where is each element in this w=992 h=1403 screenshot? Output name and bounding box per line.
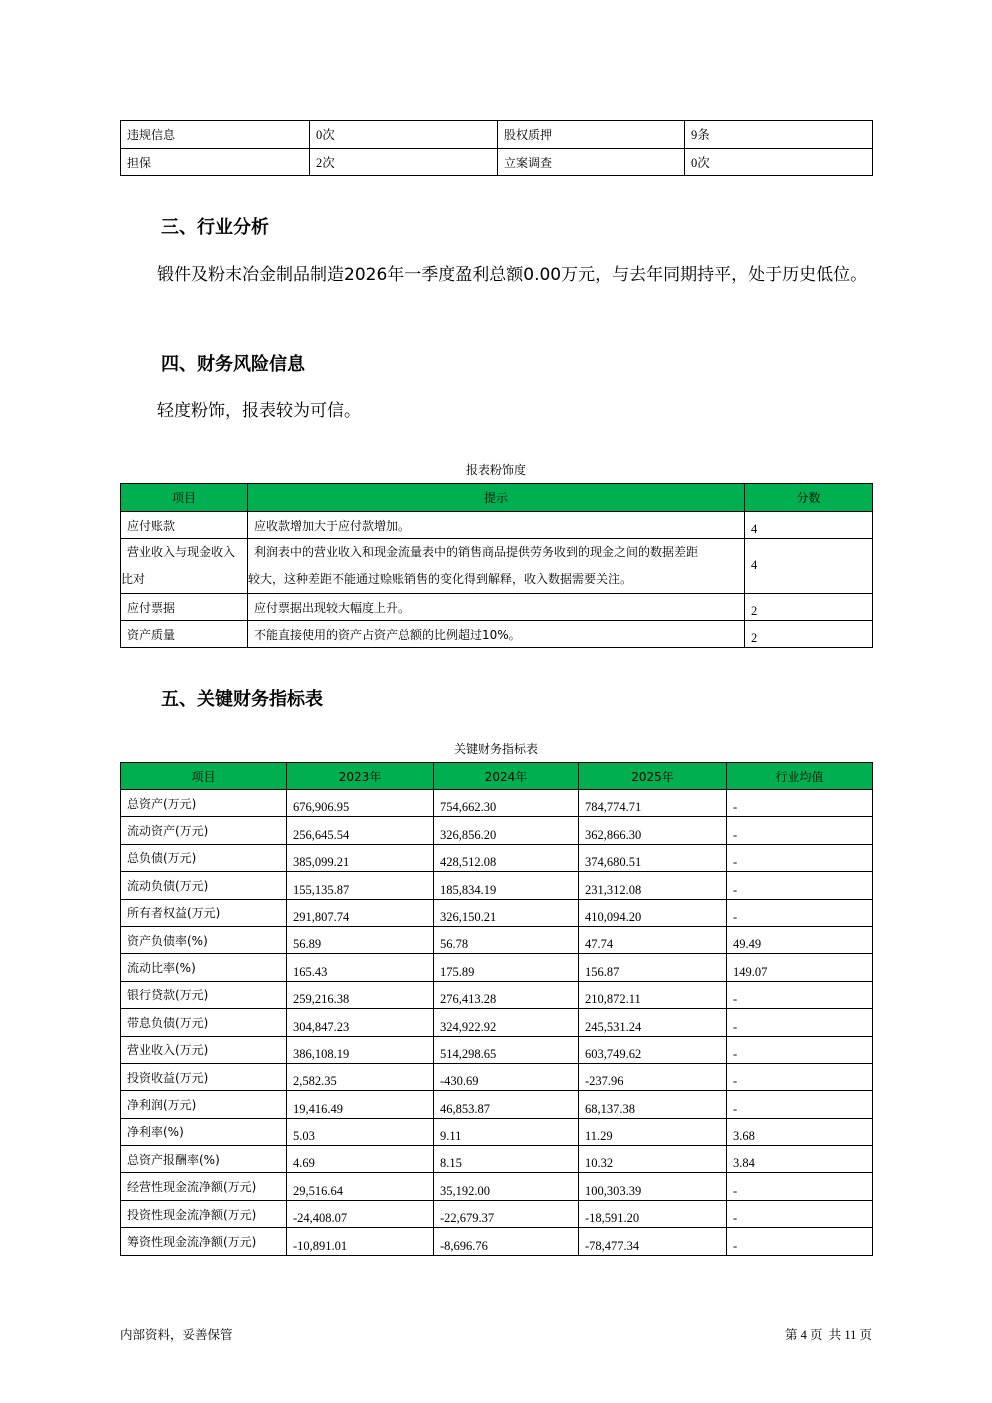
column-header: 提示 <box>248 484 745 512</box>
indicator-value: -18,591.20 <box>579 1200 727 1227</box>
risk-item: 资产质量 <box>121 621 248 648</box>
table-cell: 9条 <box>685 121 873 149</box>
indicator-value: 165.43 <box>287 954 434 981</box>
indicator-value: - <box>727 1200 873 1227</box>
indicator-value: 100,303.39 <box>579 1173 727 1200</box>
risk-table <box>120 483 873 648</box>
indicator-value: 304,847.23 <box>287 1009 434 1036</box>
table-row <box>121 539 873 594</box>
indicator-value: -8,696.76 <box>434 1228 579 1255</box>
indicator-value: - <box>727 981 873 1008</box>
indicator-value: 603,749.62 <box>579 1036 727 1063</box>
indicator-name: 流动负债(万元) <box>121 872 287 899</box>
risk-hint-line: 较大，这种差距不能通过赊账销售的变化得到解释，收入数据需要关注。 <box>248 572 633 586</box>
risk-score: 4 <box>745 539 873 594</box>
table-row <box>121 594 873 621</box>
table-row <box>121 512 873 539</box>
section-heading-risk: 四、财务风险信息 <box>161 354 305 375</box>
table-cell: 立案调查 <box>498 149 685 176</box>
footer-note: 内部资料，妥善保管 <box>120 1327 233 1342</box>
indicator-value: 259,216.38 <box>287 981 434 1008</box>
table-row <box>121 790 873 817</box>
indicator-name: 银行贷款(万元) <box>121 981 287 1008</box>
risk-item: 应付票据 <box>121 594 248 621</box>
indicator-value: 210,872.11 <box>579 981 727 1008</box>
indicator-value: 35,192.00 <box>434 1173 579 1200</box>
indicator-value: 56.78 <box>434 926 579 953</box>
indicator-value: 175.89 <box>434 954 579 981</box>
indicator-value: 326,856.20 <box>434 817 579 844</box>
indicator-value: 19,416.49 <box>287 1091 434 1118</box>
industry-analysis-text: 锻件及粉末冶金制品制造2026年一季度盈利总额0.00万元，与去年同期持平，处于历史低位。 <box>157 265 868 285</box>
indicator-value: 3.68 <box>727 1118 873 1145</box>
table-row <box>121 1200 873 1227</box>
indicator-name: 总资产(万元) <box>121 790 287 817</box>
indicator-name: 投资收益(万元) <box>121 1063 287 1090</box>
indicator-value: - <box>727 1228 873 1255</box>
indicator-value: 754,662.30 <box>434 790 579 817</box>
indicator-value: 326,150.21 <box>434 899 579 926</box>
table-row <box>121 149 873 176</box>
indicator-value: 156.87 <box>579 954 727 981</box>
risk-item <box>121 539 248 594</box>
indicator-value: 11.29 <box>579 1118 727 1145</box>
column-header: 分数 <box>745 484 873 512</box>
financial-indicators-table <box>120 762 873 1256</box>
table-row <box>121 872 873 899</box>
indicator-value: - <box>727 872 873 899</box>
indicator-name: 净利润(万元) <box>121 1091 287 1118</box>
risk-item-line: 营业收入与现金收入 <box>127 545 236 559</box>
indicator-value: 149.07 <box>727 954 873 981</box>
risk-hint: 应付票据出现较大幅度上升。 <box>248 594 745 621</box>
risk-table-caption: 报表粉饰度 <box>465 463 526 477</box>
column-header: 2025年 <box>579 763 727 790</box>
indicator-value: -22,679.37 <box>434 1200 579 1227</box>
column-header: 2024年 <box>434 763 579 790</box>
table-row <box>121 1091 873 1118</box>
indicator-value: 231,312.08 <box>579 872 727 899</box>
indicator-name: 总负债(万元) <box>121 844 287 871</box>
indicator-value: 68,137.38 <box>579 1091 727 1118</box>
table-row <box>121 1146 873 1173</box>
indicator-name: 所有者权益(万元) <box>121 899 287 926</box>
indicator-name: 投资性现金流净额(万元) <box>121 1200 287 1227</box>
indicator-value: 46,853.87 <box>434 1091 579 1118</box>
indicator-value: - <box>727 1091 873 1118</box>
indicator-name: 资产负债率(%) <box>121 926 287 953</box>
financial-table-caption: 关键财务指标表 <box>453 742 538 756</box>
indicator-value: - <box>727 1009 873 1036</box>
indicator-value: 324,922.92 <box>434 1009 579 1036</box>
indicator-value: - <box>727 1173 873 1200</box>
indicator-value: 8.15 <box>434 1146 579 1173</box>
risk-hint: 应收款增加大于应付款增加。 <box>248 512 745 539</box>
risk-hint: 不能直接使用的资产占资产总额的比例超过10%。 <box>248 621 745 648</box>
risk-item-line: 比对 <box>121 572 146 586</box>
indicator-value: -237.96 <box>579 1063 727 1090</box>
indicator-name: 流动资产(万元) <box>121 817 287 844</box>
indicator-name: 筹资性现金流净额(万元) <box>121 1228 287 1255</box>
indicator-value: 9.11 <box>434 1118 579 1145</box>
table-cell: 0次 <box>310 121 498 149</box>
indicator-value: 3.84 <box>727 1146 873 1173</box>
indicator-value: 245,531.24 <box>579 1009 727 1036</box>
indicator-value: 256,645.54 <box>287 817 434 844</box>
indicator-value: 385,099.21 <box>287 844 434 871</box>
table-row <box>121 844 873 871</box>
indicator-name: 流动比率(%) <box>121 954 287 981</box>
indicator-value: -430.69 <box>434 1063 579 1090</box>
risk-item: 应付账款 <box>121 512 248 539</box>
risk-hint <box>248 539 745 594</box>
risk-hint-line: 利润表中的营业收入和现金流量表中的销售商品提供劳务收到的现金之间的数据差距 <box>254 545 699 559</box>
table-row <box>121 1118 873 1145</box>
page-number: 第 4 页 共 11 页 <box>784 1328 872 1342</box>
table-row <box>121 817 873 844</box>
indicator-value: - <box>727 790 873 817</box>
indicator-value: - <box>727 817 873 844</box>
indicator-value: - <box>727 899 873 926</box>
indicator-value: 276,413.28 <box>434 981 579 1008</box>
indicator-value: 291,807.74 <box>287 899 434 926</box>
top-info-table <box>120 120 873 176</box>
table-row <box>121 1036 873 1063</box>
table-row <box>121 926 873 953</box>
section-heading-financials: 五、关键财务指标表 <box>161 689 323 710</box>
indicator-name: 净利率(%) <box>121 1118 287 1145</box>
indicator-name: 总资产报酬率(%) <box>121 1146 287 1173</box>
indicator-value: 4.69 <box>287 1146 434 1173</box>
indicator-value: 676,906.95 <box>287 790 434 817</box>
risk-summary-text: 轻度粉饰，报表较为可信。 <box>157 401 361 421</box>
table-cell: 担保 <box>121 149 310 176</box>
indicator-value: 514,298.65 <box>434 1036 579 1063</box>
indicator-value: - <box>727 844 873 871</box>
indicator-value: 374,680.51 <box>579 844 727 871</box>
indicator-name: 营业收入(万元) <box>121 1036 287 1063</box>
indicator-value: - <box>727 1063 873 1090</box>
risk-score: 4 <box>745 512 873 539</box>
indicator-value: 386,108.19 <box>287 1036 434 1063</box>
table-row <box>121 899 873 926</box>
risk-score: 2 <box>745 594 873 621</box>
table-row <box>121 121 873 149</box>
table-cell: 股权质押 <box>498 121 685 149</box>
indicator-value: -10,891.01 <box>287 1228 434 1255</box>
indicator-value: 185,834.19 <box>434 872 579 899</box>
indicator-value: 29,516.64 <box>287 1173 434 1200</box>
table-row <box>121 954 873 981</box>
indicator-value: 5.03 <box>287 1118 434 1145</box>
table-cell: 2次 <box>310 149 498 176</box>
indicator-value: -24,408.07 <box>287 1200 434 1227</box>
indicator-value: - <box>727 1036 873 1063</box>
table-header-row <box>121 763 873 790</box>
indicator-value: 428,512.08 <box>434 844 579 871</box>
table-row <box>121 1009 873 1036</box>
table-cell: 0次 <box>685 149 873 176</box>
risk-score: 2 <box>745 621 873 648</box>
indicator-value: 10.32 <box>579 1146 727 1173</box>
table-cell: 违规信息 <box>121 121 310 149</box>
indicator-value: 56.89 <box>287 926 434 953</box>
section-heading-industry: 三、行业分析 <box>161 217 269 238</box>
indicator-value: -78,477.34 <box>579 1228 727 1255</box>
indicator-value: 2,582.35 <box>287 1063 434 1090</box>
indicator-name: 经营性现金流净额(万元) <box>121 1173 287 1200</box>
table-row <box>121 1063 873 1090</box>
column-header: 行业均值 <box>727 763 873 790</box>
indicator-value: 410,094.20 <box>579 899 727 926</box>
column-header: 2023年 <box>287 763 434 790</box>
table-row <box>121 621 873 648</box>
column-header: 项目 <box>121 763 287 790</box>
indicator-value: 47.74 <box>579 926 727 953</box>
table-row <box>121 1228 873 1255</box>
indicator-value: 784,774.71 <box>579 790 727 817</box>
indicator-name: 带息负债(万元) <box>121 1009 287 1036</box>
table-row <box>121 1173 873 1200</box>
indicator-value: 155,135.87 <box>287 872 434 899</box>
table-header-row <box>121 484 873 512</box>
column-header: 项目 <box>121 484 248 512</box>
indicator-value: 362,866.30 <box>579 817 727 844</box>
table-row <box>121 981 873 1008</box>
indicator-value: 49.49 <box>727 926 873 953</box>
